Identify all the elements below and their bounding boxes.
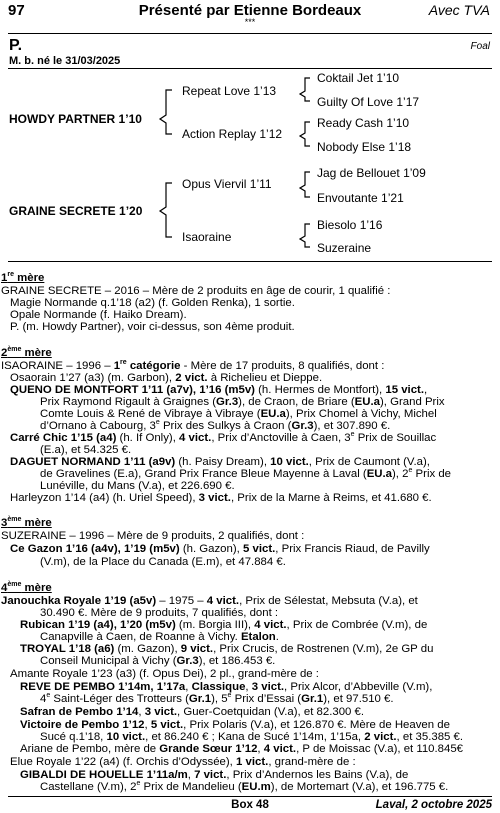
- second-dam-line: QUENO DE MONTFORT 1’11 (a7v), 1’16 (m5v) (h. Hermes de Montfort), 15 vict.,: [10, 384, 428, 396]
- fourth-dam-line: GIBALDI DE HOUELLE 1’11a/m, 7 vict., Prix d’Andernos les Bains (V.a), de: [20, 769, 409, 781]
- sire-dam: Action Replay 1’12: [182, 127, 283, 141]
- first-dam-line: GRAINE SECRETE – 2016 – Mère de 2 produits en âge de courir, 1 qualifié :: [1, 285, 391, 297]
- fourth-dam-line: Ariane de Pembo, mère de Grande Sœur 1’12, 4 vict., P de Moissac (V.a), et 110.845€: [20, 743, 464, 755]
- horse-type: Foal: [470, 41, 490, 52]
- second-dam-line: Osaorain 1’27 (a3) (m. Garbon), 2 vict. à Richelieu et Dieppe.: [10, 372, 323, 384]
- dam-dam-sire: Biesolo 1’16: [317, 218, 383, 232]
- dam-dam-dam: Suzeraine: [317, 241, 372, 255]
- birth-info: M. b. né le 31/03/2025: [9, 55, 121, 67]
- tva-label: Avec TVA: [428, 2, 490, 18]
- fourth-dam-line: 4e Saint-Léger des Trotteurs (Gr.1), 5e Prix d’Essai (Gr.1), et 97.510 €.: [40, 693, 394, 705]
- sire-dam-sire: Ready Cash 1’10: [317, 116, 410, 130]
- fourth-dam-line: Castellane (V.m), 2e Prix de Mandelieu (EU.m), de Mortemart (V.a), et 196.775 €.: [40, 781, 449, 793]
- fourth-dam-line: Canapville à Caen, de Roanne à Vichy. Etalon.: [40, 631, 279, 643]
- second-dam-line: Harleyzon 1’14 (a4) (h. Uriel Speed), 3 vict., Prix de la Marne à Reims, et 41.680 €.: [10, 492, 432, 504]
- fourth-dam-line: Amante Royale 1’23 (a3) (f. Opus Dei), 2 pl., grand-mère de :: [10, 668, 319, 680]
- second-dam-line: Carré Chic 1’15 (a4) (h. If Only), 4 vict., Prix d’Anctoville à Caen, 3e Prix de Souillac: [10, 432, 437, 444]
- second-dam-line: Comte Louis & René de Vibraye à Vibraye (EU.a), Prix Chomel à Vichy, Michel: [40, 408, 437, 420]
- pedigree-divider: [8, 261, 492, 262]
- consignor-title: Présenté par Etienne Bordeaux: [138, 2, 362, 19]
- third-dam-line: SUZERAINE – 1996 – Mère de 9 produits, 2 qualifiés, dont :: [1, 530, 305, 542]
- third-dam-line: Ce Gazon 1’16 (a4v), 1’19 (m5v) (h. Gazon), 5 vict., Prix Francis Riaud, de Pavilly: [10, 543, 430, 555]
- lot-number: 97: [8, 2, 25, 19]
- sire-sire-sire: Coktail Jet 1’10: [317, 71, 400, 85]
- first-dam-line: P. (m. Howdy Partner), voir ci-dessus, son 4ème produit.: [10, 321, 295, 333]
- second-dam-title: 2ème mère: [1, 346, 52, 359]
- fourth-dam-line: Conseil Municipal à Vichy (Gr.3), et 186.453 €.: [40, 655, 276, 667]
- sire-sire-dam: Guilty Of Love 1’17: [317, 95, 420, 109]
- fourth-dam-line: 30.490 €. Mère de 9 produits, 7 qualifiés, dont :: [40, 607, 279, 619]
- fourth-dam-line: Rubican 1’19 (a4), 1’20 (m5v) (m. Borgia III), 4 vict., Prix de Combrée (V.m), de: [20, 619, 428, 631]
- second-dam-line: DAGUET NORMAND 1’11 (a9v) (h. Paisy Dream), 10 vict., Prix de Caumont (V.a),: [10, 456, 430, 468]
- third-dam-title: 3ème mère: [1, 516, 52, 529]
- fourth-dam-line: REVE DE PEMBO 1’14m, 1’17a, Classique, 3 vict., Prix Alcor, d’Abbeville (V.m),: [20, 681, 433, 693]
- fourth-dam-line: Elue Royale 1’22 (a4) (f. Orchis d’Odyssée), 1 vict., grand-mère de :: [10, 756, 356, 768]
- first-dam-line: Magie Normande q.1’18 (a2) (f. Golden Renka), 1 sortie.: [10, 297, 295, 309]
- fourth-dam-line: Victoire de Pembo 1’12, 5 vict., Prix Polaris (V.a), et 126.870 €. Mère de Heaven de: [20, 719, 450, 731]
- fourth-dam-line: Janouchka Royale 1’19 (a5v) – 1975 – 4 vict., Prix de Sélestat, Mebsuta (V.a), et: [1, 595, 418, 607]
- horse-name: P.: [9, 37, 23, 54]
- second-dam-line: Lunéville, du Mans (V.a), et 226.690 €.: [40, 480, 235, 492]
- third-dam-line: (V.m), de la Place du Canada (E.m), et 47.884 €.: [40, 556, 286, 568]
- box-number: Box 48: [231, 799, 269, 811]
- dam-sire: Opus Viervil 1’11: [182, 177, 272, 191]
- first-dam-line: Opale Normande (f. Haiko Dream).: [10, 309, 187, 321]
- footer-divider: [8, 796, 492, 797]
- fourth-dam-line: Safran de Pembo 1’14, 3 vict., Guer-Coetquidan (V.a), et 82.300 €.: [20, 706, 365, 718]
- second-dam-line: Prix Raymond Rigault à Graignes (Gr.3), de Craon, de Briare (EU.a), Grand Prix: [40, 396, 445, 408]
- dam-sire-dam: Envoutante 1’21: [317, 191, 404, 205]
- second-dam-line: ISAORAINE – 1996 – 1re catégorie - Mère de 17 produits, 8 qualifiés, dont :: [1, 360, 385, 372]
- second-dam-line: de Gravelines (E.a), Grand Prix France Bleue Mayenne à Laval (EU.a), 2e Prix de: [40, 468, 452, 480]
- sire-sire: Repeat Love 1’13: [182, 84, 277, 98]
- dam-sire-sire: Jag de Bellouet 1’09: [317, 166, 426, 180]
- fourth-dam-title: 4ème mère: [1, 581, 52, 594]
- dam: GRAINE SECRETE 1’20: [9, 204, 143, 218]
- stars-rating: ***: [244, 17, 256, 27]
- sale-date: Laval, 2 octobre 2025: [375, 799, 492, 811]
- second-dam-line: (E.a), et 54.325 €.: [40, 444, 132, 456]
- dam-dam: Isaoraine: [182, 230, 232, 244]
- fourth-dam-line: Sucé q.1’18, 10 vict., et 86.240 € ; Kana de Sucé 1’14m, 1’15a, 2 vict., et 35.385 €.: [40, 731, 464, 743]
- fourth-dam-line: TROYAL 1’18 (a6) (m. Gazon), 9 vict., Prix Crucis, de Rostrenen (V.m), 2e GP du: [20, 643, 434, 655]
- first-dam-title: 1re mère: [1, 271, 45, 284]
- sire: HOWDY PARTNER 1’10: [9, 112, 142, 126]
- sire-dam-dam: Nobody Else 1’18: [317, 140, 412, 154]
- second-dam-line: d’Ornano à Cabourg, 3e Prix des Sulkys à Craon (Gr.3), et 307.890 €.: [40, 420, 391, 432]
